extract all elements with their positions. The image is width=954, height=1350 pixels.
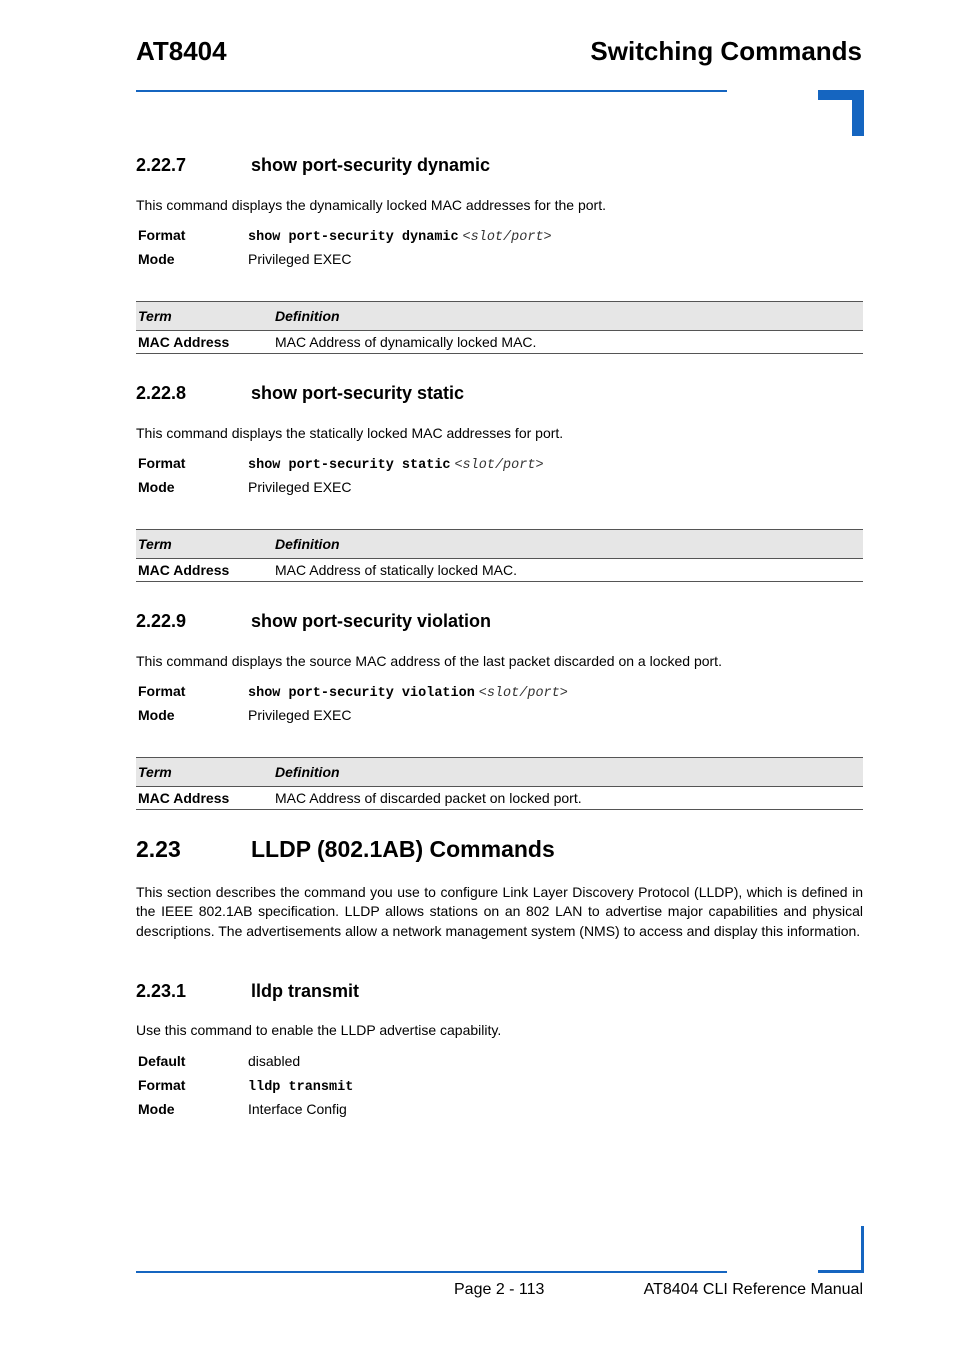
table-header-definition: Definition bbox=[273, 758, 863, 787]
section-title: show port-security violation bbox=[251, 611, 492, 631]
section-description: This command displays the statically locked MAC addresses for port. bbox=[136, 425, 564, 441]
section-title: show port-security dynamic bbox=[251, 155, 491, 175]
command-syntax: show port-security static bbox=[248, 458, 451, 473]
section-heading-2-22-9 bbox=[136, 611, 863, 633]
command-argument: <slot/port> bbox=[454, 458, 544, 473]
term-definition-table bbox=[136, 301, 863, 354]
table-cell-definition: MAC Address of dynamically locked MAC. bbox=[273, 331, 863, 354]
chapter-description: This section describes the command you use to configure Link Layer Discovery Protocol (LLDP), which is defined in the IEEE 802.1AB specification. LLDP allows stations on an 802 LAN to advertise major capabilities and physical descriptions. The advertisements allow a network management system (NMS) to access and display this information. bbox=[136, 884, 863, 939]
format-label: Format bbox=[138, 1077, 186, 1093]
mode-value: Privileged EXEC bbox=[248, 251, 352, 267]
table-row bbox=[136, 331, 863, 354]
chapter-number: 2.23 bbox=[136, 836, 181, 862]
mode-value: Interface Config bbox=[248, 1101, 347, 1117]
section-title: lldp transmit bbox=[251, 981, 360, 1001]
table-cell-definition: MAC Address of statically locked MAC. bbox=[273, 559, 863, 582]
section-description: This command displays the source MAC address of the last packet discarded on a locked port. bbox=[136, 653, 722, 669]
format-label: Format bbox=[138, 683, 186, 699]
mode-label: Mode bbox=[138, 479, 175, 495]
section-heading-2-22-7 bbox=[136, 155, 863, 177]
mode-value: Privileged EXEC bbox=[248, 707, 352, 723]
table-row bbox=[136, 787, 863, 810]
format-value bbox=[248, 455, 544, 473]
section-heading-2-23-1 bbox=[136, 981, 863, 1003]
command-syntax: lldp transmit bbox=[248, 1080, 354, 1095]
page-number: Page 2 - 113 bbox=[454, 1281, 545, 1298]
corner-mark-top bbox=[818, 90, 864, 136]
table-cell-term: MAC Address bbox=[136, 331, 273, 354]
mode-label: Mode bbox=[138, 1101, 175, 1117]
chapter-title: LLDP (802.1AB) Commands bbox=[251, 836, 555, 862]
mode-label: Mode bbox=[138, 707, 175, 723]
manual-title: AT8404 CLI Reference Manual bbox=[643, 1281, 863, 1298]
table-row bbox=[136, 559, 863, 582]
section-title: show port-security static bbox=[251, 383, 465, 403]
command-argument: <slot/port> bbox=[478, 686, 568, 701]
format-value bbox=[248, 683, 568, 701]
command-syntax: show port-security dynamic bbox=[248, 230, 459, 245]
mode-value: Privileged EXEC bbox=[248, 479, 352, 495]
table-header-definition: Definition bbox=[273, 302, 863, 331]
format-label: Format bbox=[138, 227, 186, 243]
command-argument: <slot/port> bbox=[462, 230, 552, 245]
section-number: 2.23.1 bbox=[136, 981, 187, 1001]
table-header-term: Term bbox=[136, 302, 273, 331]
table-cell-definition: MAC Address of discarded packet on locked port. bbox=[273, 787, 863, 810]
format-label: Format bbox=[138, 455, 186, 471]
command-syntax: show port-security violation bbox=[248, 686, 475, 701]
default-label: Default bbox=[138, 1053, 186, 1069]
term-definition-table bbox=[136, 757, 863, 810]
corner-mark-bottom bbox=[818, 1226, 864, 1273]
table-header-term: Term bbox=[136, 758, 273, 787]
term-definition-table bbox=[136, 529, 863, 582]
table-header-definition: Definition bbox=[273, 530, 863, 559]
default-value: disabled bbox=[248, 1053, 301, 1069]
format-value bbox=[248, 1077, 353, 1095]
section-heading-2-22-8 bbox=[136, 383, 863, 405]
section-number: 2.22.8 bbox=[136, 383, 187, 403]
table-cell-term: MAC Address bbox=[136, 787, 273, 810]
footer-rule bbox=[136, 1271, 727, 1273]
header-chapter: Switching Commands bbox=[590, 36, 862, 66]
table-header-term: Term bbox=[136, 530, 273, 559]
mode-label: Mode bbox=[138, 251, 175, 267]
header-product: AT8404 bbox=[136, 36, 227, 66]
section-description: This command displays the dynamically locked MAC addresses for the port. bbox=[136, 197, 606, 213]
section-number: 2.22.7 bbox=[136, 155, 187, 175]
section-number: 2.22.9 bbox=[136, 611, 187, 631]
header-rule bbox=[136, 90, 727, 92]
table-cell-term: MAC Address bbox=[136, 559, 273, 582]
section-description: Use this command to enable the LLDP advertise capability. bbox=[136, 1022, 502, 1038]
chapter-heading-2-23 bbox=[136, 836, 863, 864]
format-value bbox=[248, 227, 552, 245]
